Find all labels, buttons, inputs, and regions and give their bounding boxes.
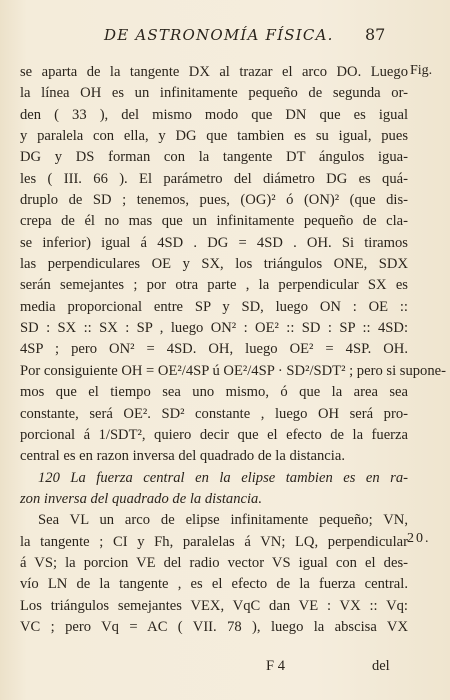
text-line: 4SP ; pero ON² = 4SD. OH, luego OE² = 4SP. OH. [20, 341, 408, 358]
text-line: media proporcional entre SP y SD, luego ON : OE :: [20, 298, 408, 315]
text-line: central es en razon inversa del quadrado de la distancia. [20, 448, 345, 465]
text-line: Por consiguiente OH = OE²/4SP ú OE²/4SP · SD²/SDT² ; pero si supone- [20, 362, 446, 379]
text-line: se inferior) igual á 4SD . DG = 4SD . OH. Si tiramos [20, 234, 408, 251]
text-line: porcional á 1/SDT², quiero decir que el efecto de la fuerza [20, 426, 408, 443]
text-line: las perpendiculares OE y SX, los triángulos ONE, SDX [20, 256, 408, 273]
text-line: Sea VL un arco de elipse infinitamente pequeño; VN, [38, 512, 408, 529]
page-number: 87 [365, 25, 386, 44]
signature-mark: F 4 [266, 658, 285, 674]
text-line: y paralela con ella, y DG que tambien es su igual, pues [20, 128, 408, 145]
text-line: crepa de él no mas que un infinitamente pequeño de cla- [20, 213, 408, 230]
running-title: DE ASTRONOMÍA FÍSICA. [104, 26, 334, 44]
text-line: á VS; la porcion VE del radio vector VS igual con el des- [20, 554, 408, 571]
text-line: constante, será OE². SD² constante , luego OH será pro- [20, 405, 408, 422]
section-heading-continued: zon inversa del quadrado de la distancia. [20, 490, 262, 507]
page-header [0, 26, 450, 46]
text-line: la tangente ; CI y Fh, paralelas á VN; LQ, perpendicular [20, 533, 408, 550]
text-line: vío LN de la tangente , es el efecto de la fuerza central. [20, 576, 408, 593]
page-footer [0, 658, 450, 682]
text-line: les ( III. 66 ). El parámetro del diámetro DG es quá- [20, 170, 408, 187]
text-line: Los triángulos semejantes VEX, VqC dan VE : VX :: Vq: [20, 597, 408, 614]
text-line: mos que el tiempo sea uno mismo, ó que la area sea [20, 384, 408, 401]
margin-note-fig: Fig. [410, 63, 433, 78]
text-line: serán semejantes ; por otra parte , la perpendicular SX es [20, 277, 408, 294]
catchword: del [372, 658, 390, 674]
text-line: SD : SX :: SX : SP , luego ON² : OE² :: SD : SP :: 4SD: [20, 320, 408, 337]
text-line: VC ; pero Vq = AC ( VII. 78 ), luego la abscisa VX [20, 618, 408, 635]
text-line: den ( 33 ), del mismo modo que DN que es igual [20, 106, 408, 123]
text-line: la línea OH es un infinitamente pequeño de segunda or- [20, 85, 408, 102]
margin-note-figure-number: 20. [407, 531, 431, 546]
text-line: se aparta de la tangente DX al trazar el arco DO. Luego [20, 64, 408, 80]
text-line: druplo de SD ; tenemos, pues, (OG)² ó (ON)² (que dis- [20, 192, 408, 209]
section-heading: 120 La fuerza central en la elipse tambien es en ra- [38, 469, 408, 486]
text-line: DG y DS forman con la tangente DT ángulos igua- [20, 149, 408, 166]
